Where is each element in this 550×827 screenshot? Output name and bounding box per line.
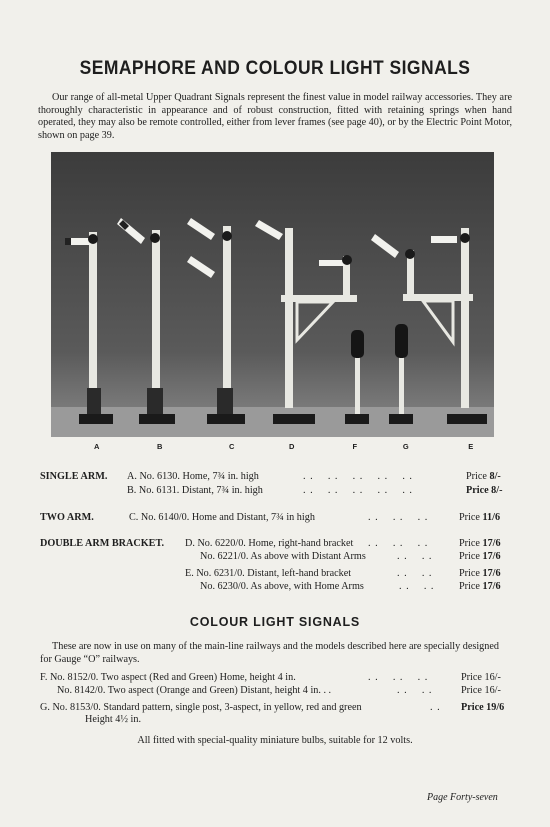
item-price: Price 8/- bbox=[466, 471, 501, 482]
photo-label-b: B bbox=[157, 442, 163, 451]
price-row-6230 bbox=[0, 580, 550, 593]
price-row-6130 bbox=[0, 470, 550, 483]
price-row-8142 bbox=[0, 684, 550, 697]
item-text: F. No. 8152/0. Two aspect (Red and Green) Home, height 4 in. bbox=[40, 672, 296, 683]
section-heading-single-arm: SINGLE ARM. bbox=[40, 471, 108, 482]
page-title: SEMAPHORE AND COLOUR LIGHT SIGNALS bbox=[79, 58, 471, 79]
section-heading-two-arm: TWO ARM. bbox=[40, 512, 94, 523]
item-text: G. No. 8153/0. Standard pattern, single post, 3-aspect, in yellow, red and green bbox=[40, 702, 362, 713]
item-text: A. No. 6130. Home, 7¾ in. high bbox=[127, 471, 259, 482]
colour-light-footer: All fitted with special-quality miniature bulbs, suitable for 12 volts. bbox=[137, 735, 413, 746]
item-text: D. No. 6220/0. Home, right-hand bracket bbox=[185, 538, 354, 549]
price-row-8153-height bbox=[0, 713, 550, 726]
item-price: Price 17/6 bbox=[459, 581, 501, 592]
leader-dots: . . . . . . . . . . bbox=[303, 485, 413, 496]
photo-label-f: F bbox=[352, 442, 358, 451]
photo-labels bbox=[0, 442, 550, 454]
photo-label-c: C bbox=[229, 442, 235, 451]
leader-dots: . . . . bbox=[399, 581, 435, 592]
item-price: Price 11/6 bbox=[459, 512, 501, 523]
photo-label-d: D bbox=[289, 442, 295, 451]
item-text: No. 6221/0. As above with Distant Arms bbox=[200, 551, 366, 562]
price-row-6231 bbox=[0, 567, 550, 580]
leader-dots: . . . . . . bbox=[368, 512, 429, 523]
photo-label-e: E bbox=[468, 442, 474, 451]
leader-dots: . . . . bbox=[397, 568, 433, 579]
signals-photo-graphic bbox=[51, 152, 494, 437]
section-title-colour-light: COLOUR LIGHT SIGNALS bbox=[189, 615, 361, 629]
leader-dots: . . . . . . bbox=[368, 672, 429, 683]
price-row-6221 bbox=[0, 550, 550, 563]
price-row-8152 bbox=[0, 671, 550, 684]
page-number: Page Forty-seven bbox=[427, 792, 498, 803]
item-text: No. 8142/0. Two aspect (Orange and Green) Distant, height 4 in. . . bbox=[57, 685, 332, 696]
section-heading-double-arm: DOUBLE ARM BRACKET. bbox=[40, 538, 165, 549]
colour-light-intro: These are now in use on many of the main-line railways and the models described here are specially designed for Gauge “O” railways. bbox=[40, 641, 499, 665]
item-text: E. No. 6231/0. Distant, left-hand bracket bbox=[185, 568, 352, 579]
item-text: No. 6230/0. As above, with Home Arms bbox=[200, 581, 364, 592]
item-price: Price 17/6 bbox=[459, 568, 501, 579]
item-text: C. No. 6140/0. Home and Distant, 7¾ in high bbox=[129, 512, 315, 523]
leader-dots: . . bbox=[430, 702, 441, 713]
price-row-6220 bbox=[0, 537, 550, 550]
intro-paragraph: Our range of all-metal Upper Quadrant Signals represent the finest value in model railway accessories. They are thoroughly characteristic in appearance and of robust construction, fitted with retaining springs when hand operated, they may also be remote controlled, either from lever frames (see page 40), or by the Electric Point Motor, shown on page 39. bbox=[38, 92, 512, 141]
leader-dots: . . . . bbox=[397, 551, 433, 562]
price-row-6140 bbox=[0, 511, 550, 524]
leader-dots: . . . . . . . . . . bbox=[303, 471, 413, 482]
price-row-6131 bbox=[0, 484, 550, 497]
photo-label-a: A bbox=[94, 442, 100, 451]
leader-dots: . . . . . . bbox=[368, 538, 429, 549]
item-price: Price 17/6 bbox=[459, 538, 501, 549]
item-price: Price 19/6 bbox=[461, 702, 505, 713]
item-price: Price 17/6 bbox=[459, 551, 501, 562]
item-price: Price 8/- bbox=[466, 485, 503, 496]
photo-label-g: G bbox=[402, 442, 410, 451]
leader-dots: . . . . bbox=[397, 685, 433, 696]
signals-photograph bbox=[51, 152, 494, 437]
item-price: Price 16/- bbox=[461, 672, 501, 683]
item-text: B. No. 6131. Distant, 7¾ in. high bbox=[127, 485, 263, 496]
item-text: Height 4½ in. bbox=[85, 714, 142, 725]
item-price: Price 16/- bbox=[461, 685, 501, 696]
